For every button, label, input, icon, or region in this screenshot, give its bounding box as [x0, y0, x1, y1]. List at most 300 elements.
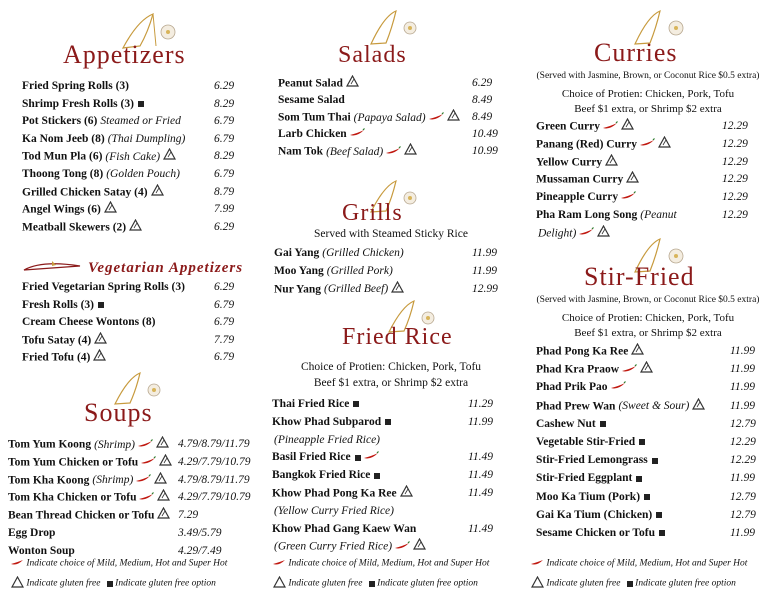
item-description: Delight) — [538, 227, 577, 240]
menu-item-name — [8, 507, 170, 525]
legend-gluten-free-option-text: Indicate gluten free option — [115, 578, 216, 589]
item-name-text: Phad Pong Ka Ree — [536, 345, 629, 358]
menu-item-price: 6.79 — [214, 115, 235, 128]
legend-spicy-text: Indicate choice of Mild, Medium, Hot and Super Hot — [546, 558, 748, 569]
menu-item-name — [22, 201, 117, 219]
menu-item-price: 6.79 — [214, 298, 235, 311]
menu-item — [266, 281, 516, 298]
menu-item-name — [22, 131, 185, 148]
chili-pepper-icon — [610, 379, 626, 396]
menu-item — [522, 379, 774, 396]
menu-item-name — [22, 96, 144, 113]
menu-item-price: 11.99 — [472, 247, 498, 259]
menu-item — [266, 467, 516, 484]
menu-item — [522, 136, 774, 153]
menu-item-name — [536, 136, 671, 154]
item-name-text: Nur Yang — [274, 283, 321, 296]
menu-item-price: 12.29 — [722, 173, 748, 186]
chili-pepper-icon — [138, 490, 154, 507]
item-name-text: Green Curry — [536, 120, 600, 133]
menu-item-price: 11.99 — [730, 527, 756, 539]
menu-item-price: 12.79 — [730, 508, 756, 521]
menu-item-name — [22, 166, 180, 183]
item-description: (Grilled Chicken) — [322, 247, 404, 259]
square-gf-option-icon — [385, 419, 391, 425]
appetizers-title: Appetizers — [63, 40, 186, 69]
menu-item-name — [536, 379, 626, 396]
legend-gluten-free-text: Indicate gluten free — [26, 578, 101, 589]
menu-item-name — [536, 525, 665, 542]
menu-item-price: 12.29 — [722, 191, 748, 204]
menu-item — [266, 143, 516, 160]
menu-item-name — [536, 189, 636, 206]
menu-item — [266, 449, 516, 466]
menu-item-name — [278, 143, 417, 161]
menu-item-price: 11.99 — [730, 363, 756, 376]
menu-item — [266, 485, 516, 502]
menu-item-name — [536, 171, 639, 189]
menu-item-price: 7.79 — [214, 333, 235, 346]
menu-item-price: 6.79 — [214, 168, 235, 180]
item-name-text: Tod Mun Pla (6) — [22, 151, 103, 164]
item-description: (Yellow Curry Fried Rice) — [274, 504, 394, 517]
legend-spicy — [528, 558, 747, 569]
menu-item — [0, 472, 250, 489]
item-name-text: Tom Yum Chicken or Tofu — [8, 456, 139, 469]
item-name-text: Tofu Satay (4) — [22, 334, 92, 347]
menu-item — [0, 349, 250, 366]
menu-item-price: 12.79 — [730, 490, 756, 503]
menu-item-name — [536, 343, 644, 361]
menu-item-price: 11.49 — [468, 451, 494, 464]
item-name-text: Nam Tok — [278, 145, 324, 158]
item-name-text: Pha Ram Long Song — [536, 209, 638, 221]
square-gf-option-icon — [652, 458, 658, 464]
menu-item — [522, 361, 774, 378]
item-name-text: Khow Phad Gang Kaew Wan — [272, 522, 417, 535]
stirfried-title: Stir-Fried — [584, 262, 695, 291]
item-name-text: Angel Wings (6) — [22, 203, 101, 216]
menu-item — [0, 113, 250, 130]
legend-gluten — [528, 576, 736, 591]
menu-item — [522, 416, 774, 433]
item-name-text: Wonton Soup — [8, 544, 75, 557]
friedrice-protein-note: Choice of Protien: Chicken, Pork, Tofu — [300, 361, 482, 373]
item-name-text: Tom Kha Koong — [8, 474, 90, 487]
menu-item — [266, 92, 516, 109]
menu-item-price: 8.29 — [214, 150, 235, 163]
menu-item-price: 6.29 — [214, 220, 235, 233]
menu-item — [0, 201, 250, 218]
menu-item-price: 8.79 — [214, 185, 235, 198]
triangle-gf-icon — [692, 398, 705, 416]
item-description: Steamed or Fried — [100, 115, 181, 128]
square-gf-option-icon — [355, 455, 361, 461]
square-gf-option-icon — [98, 302, 104, 308]
item-name-text: Sesame Salad — [278, 94, 345, 106]
item-name-text: Thai Fried Rice — [272, 398, 350, 410]
menu-item — [0, 507, 250, 524]
menu-item — [0, 184, 250, 201]
item-name-text: Som Tum Thai — [278, 111, 351, 124]
menu-item — [522, 189, 774, 206]
chili-pepper-icon — [620, 189, 636, 206]
triangle-gf-icon — [621, 118, 634, 136]
menu-item — [266, 263, 516, 280]
menu-item-name — [8, 436, 169, 454]
column-middle — [266, 0, 516, 602]
menu-item — [266, 75, 516, 92]
menu-item-price: 11.49 — [468, 522, 494, 535]
menu-item-name — [272, 521, 416, 538]
legend-gluten-free-text: Indicate gluten free — [288, 578, 363, 589]
item-description: (Papaya Salad) — [353, 111, 426, 124]
chili-pepper-icon — [135, 472, 151, 489]
item-name-text: Ka Nom Jeeb (8) — [22, 132, 105, 145]
legend-spicy-text: Indicate choice of Mild, Medium, Hot and Super Hot — [26, 558, 228, 569]
menu-item-price: 11.99 — [468, 415, 494, 428]
item-name-text: Moo Yang — [274, 264, 324, 277]
item-name-text: Basil Fried Rice — [272, 451, 351, 464]
menu-item — [0, 78, 250, 95]
menu-item — [0, 489, 250, 506]
menu-item-name — [22, 279, 185, 296]
salads-title: Salads — [338, 42, 407, 68]
legend-gluten — [8, 576, 216, 591]
square-gf-option-icon — [627, 581, 633, 587]
item-name-text: Phad Prik Pao — [536, 381, 608, 394]
menu-item-price: 8.49 — [472, 111, 493, 123]
item-name-text: Fresh Rolls (3) — [22, 298, 94, 311]
item-name-text: Cream Cheese Wontons (8) — [22, 316, 156, 329]
item-name-text: Meatball Skewers (2) — [22, 221, 127, 234]
menu-item-price: 11.29 — [468, 398, 494, 410]
menu-item-name — [22, 148, 176, 166]
menu-item — [266, 432, 516, 449]
menu-item — [522, 398, 774, 415]
menu-item-name — [536, 507, 662, 524]
legend-gluten-free-option-text: Indicate gluten free option — [635, 578, 736, 589]
menu-item — [522, 118, 774, 135]
menu-item-name — [274, 263, 393, 280]
menu-item-price: 12.99 — [472, 282, 498, 295]
menu-item-name — [272, 414, 391, 431]
menu-item — [522, 452, 774, 469]
item-name-text: Fried Vegetarian Spring Rolls (3) — [22, 281, 185, 293]
triangle-gf-icon — [631, 343, 644, 361]
menu-item — [522, 207, 774, 224]
item-description: (Beef Salad) — [326, 145, 384, 158]
menu-item — [0, 279, 250, 296]
item-description: (Peanut — [640, 209, 677, 221]
triangle-gf-icon — [151, 184, 164, 202]
menu-item-name — [272, 467, 380, 484]
menu-item — [266, 503, 516, 520]
item-name-text: Mussaman Curry — [536, 174, 624, 187]
chili-pepper-icon — [10, 558, 24, 569]
menu-item — [0, 314, 250, 331]
item-name-text: Grilled Chicken Satay (4) — [22, 186, 148, 199]
item-description: (Shrimp) — [94, 438, 135, 451]
item-description: (Sweet & Sour) — [618, 400, 690, 413]
menu-item-price: 11.99 — [472, 264, 498, 277]
grills-title: Grills — [342, 200, 403, 226]
item-name-text: Tom Yum Koong — [8, 438, 92, 451]
menu-item-name — [536, 489, 650, 506]
triangle-gf-icon — [640, 361, 653, 379]
chili-pepper-icon — [272, 558, 286, 569]
square-gf-option-icon — [138, 101, 144, 107]
item-name-text: Stir-Fried Eggplant — [536, 472, 633, 485]
menu-item — [0, 332, 250, 349]
menu-item-name — [536, 398, 705, 416]
menu-item-price: 4.29/7.79/10.79 — [178, 455, 251, 468]
menu-item-price: 4.29/7.49 — [178, 544, 222, 557]
menu-item — [0, 219, 250, 236]
menu-item-name — [536, 207, 677, 224]
legend-gluten-free-option-text: Indicate gluten free option — [377, 578, 478, 589]
menu-item — [522, 171, 774, 188]
item-description: (Golden Pouch) — [106, 168, 180, 180]
friedrice-title: Fried Rice — [342, 324, 453, 350]
chili-pepper-icon — [137, 437, 153, 454]
menu-item-price: 12.29 — [722, 155, 748, 168]
menu-item-price: 11.99 — [730, 381, 756, 394]
chili-pepper-icon — [530, 558, 544, 569]
triangle-gf-icon — [400, 485, 413, 503]
menu-item-price: 12.29 — [722, 137, 748, 150]
menu-item — [266, 126, 516, 143]
menu-item-price: 10.49 — [472, 128, 498, 140]
menu-item-name — [8, 525, 55, 542]
menu-item-name — [274, 538, 426, 556]
menu-item-price: 7.29 — [178, 509, 199, 522]
triangle-gf-icon — [11, 576, 24, 591]
menu-item-name — [536, 416, 606, 433]
chili-pepper-icon — [428, 110, 444, 127]
triangle-gf-icon — [658, 136, 671, 154]
menu-item-name — [278, 126, 365, 143]
chili-pepper-icon — [578, 225, 594, 242]
triangle-gf-icon — [159, 454, 172, 472]
chili-pepper-icon — [140, 454, 156, 471]
menu-item-price: 12.29 — [730, 436, 756, 448]
menu-item — [0, 436, 250, 453]
soups-title: Soups — [84, 398, 153, 427]
menu-item-name — [536, 452, 658, 469]
triangle-gf-icon — [129, 219, 142, 237]
menu-item — [266, 414, 516, 431]
curries-protein-note: Choice of Protien: Chicken, Pork, Tofu — [561, 88, 735, 100]
stirfried-served-note: (Served with Jasmine, Brown, or Coconut Rice $0.5 extra) — [536, 295, 760, 305]
menu-item — [266, 245, 516, 262]
triangle-gf-icon — [273, 576, 286, 591]
menu-item-name — [536, 154, 618, 172]
triangle-gf-icon — [163, 148, 176, 166]
menu-item-name — [274, 432, 380, 449]
menu-item-price: 4.29/7.79/10.79 — [178, 491, 251, 504]
menu-item-name — [22, 78, 129, 95]
triangle-gf-icon — [156, 436, 169, 454]
menu-item — [0, 297, 250, 314]
curries-title: Curries — [594, 38, 678, 67]
item-name-text: Gai Ka Tium (Chicken) — [536, 508, 653, 521]
item-description: (Green Curry Fried Rice) — [274, 541, 393, 554]
menu-item-price: 12.29 — [722, 209, 748, 221]
menu-item-name — [274, 245, 404, 262]
square-gf-option-icon — [353, 401, 359, 407]
menu-item-price: 6.79 — [214, 132, 235, 145]
square-gf-option-icon — [639, 439, 645, 445]
legend-spicy — [270, 558, 489, 569]
menu-item-price: 11.99 — [730, 345, 756, 357]
chili-pepper-icon — [385, 144, 401, 161]
leaf-ornament-icon — [22, 258, 82, 281]
menu-item-price: 8.49 — [472, 94, 493, 106]
square-gf-option-icon — [374, 473, 380, 479]
chili-pepper-icon — [602, 119, 618, 136]
menu-item-price: 6.29 — [214, 80, 235, 92]
friedrice-extra-note: Beef $1 extra, or Shrimp $2 extra — [313, 377, 469, 389]
item-name-text: Pineapple Curry — [536, 191, 619, 204]
menu-item — [0, 525, 250, 542]
menu-item-name — [22, 349, 106, 367]
menu-item-name — [8, 472, 167, 490]
menu-item — [522, 154, 774, 171]
item-name-text: Yellow Curry — [536, 156, 603, 169]
square-gf-option-icon — [656, 512, 662, 518]
item-name-text: Stir-Fried Lemongrass — [536, 454, 648, 467]
square-gf-option-icon — [659, 530, 665, 536]
square-gf-option-icon — [600, 421, 606, 427]
item-name-text: Panang (Red) Curry — [536, 138, 637, 151]
item-name-text: Shrimp Fresh Rolls (3) — [22, 97, 134, 110]
menu-item — [522, 470, 774, 487]
menu-item-price: 11.99 — [730, 399, 756, 412]
menu-item — [522, 343, 774, 360]
item-description: (Grilled Beef) — [323, 283, 389, 296]
item-description: (Grilled Pork) — [326, 264, 393, 277]
menu-item — [0, 148, 250, 165]
menu-item-name — [536, 118, 634, 136]
item-description: (Pineapple Fried Rice) — [274, 433, 381, 446]
item-name-text: Egg Drop — [8, 527, 56, 539]
menu-item-price: 11.49 — [468, 487, 494, 499]
menu-item — [0, 454, 250, 471]
menu-item-name — [538, 225, 610, 243]
menu-item-name — [272, 396, 359, 413]
menu-item-price: 4.79/8.79/11.79 — [178, 473, 250, 486]
menu-item-name — [274, 503, 394, 520]
item-name-text: Sesame Chicken or Tofu — [536, 527, 655, 539]
triangle-gf-icon — [346, 75, 359, 93]
chili-pepper-icon — [363, 449, 379, 466]
square-gf-option-icon — [369, 581, 375, 587]
triangle-gf-icon — [605, 154, 618, 172]
item-name-text: Larb Chicken — [278, 128, 347, 141]
menu-item-name — [8, 489, 170, 507]
item-description: (Fish Cake) — [105, 151, 161, 164]
item-name-text: Bean Thread Chicken or Tofu — [8, 509, 155, 522]
item-name-text: Khow Phad Subparod — [272, 415, 382, 428]
square-gf-option-icon — [636, 476, 642, 482]
menu-item-price: 8.29 — [214, 97, 235, 110]
menu-item — [266, 109, 516, 126]
menu-item-price: 3.49/5.79 — [178, 527, 222, 539]
item-name-text: Bangkok Fried Rice — [272, 469, 371, 482]
menu-item-name — [272, 449, 379, 466]
column-right — [522, 0, 774, 602]
menu-item-name — [536, 470, 642, 487]
triangle-gf-icon — [104, 201, 117, 219]
item-name-text: Phad Prew Wan — [536, 400, 616, 413]
triangle-gf-icon — [391, 281, 404, 299]
legend-gluten-free-text: Indicate gluten free — [546, 578, 621, 589]
menu-item-price: 12.79 — [730, 417, 756, 430]
triangle-gf-icon — [157, 507, 170, 525]
stirfried-extra-note: Beef $1 extra, or Shrimp $2 extra — [574, 327, 722, 339]
menu-item-name — [274, 281, 404, 299]
item-name-text: Cashew Nut — [536, 417, 596, 430]
menu-item-name — [8, 454, 172, 472]
item-name-text: Fried Spring Rolls (3) — [22, 80, 130, 92]
menu-item-price: 6.29 — [472, 77, 493, 89]
triangle-gf-icon — [154, 472, 167, 490]
menu-item-price: 12.29 — [730, 454, 756, 467]
menu-item-name — [272, 485, 413, 503]
menu-item-price: 4.79/8.79/11.79 — [178, 438, 250, 450]
item-name-text: Vegetable Stir-Fried — [536, 436, 636, 448]
chili-pepper-icon — [394, 539, 410, 556]
legend-gluten — [270, 576, 478, 591]
curries-served-note: (Served with Jasmine, Brown, or Coconut Rice $0.5 extra) — [536, 71, 760, 81]
stirfried-protein-note: Choice of Protien: Chicken, Pork, Tofu — [561, 312, 735, 324]
menu-item — [522, 489, 774, 506]
item-name-text: Khow Phad Pong Ka Ree — [272, 487, 397, 500]
triangle-gf-icon — [157, 489, 170, 507]
menu-item-name — [278, 109, 460, 127]
menu-item-price: 11.99 — [730, 472, 756, 485]
chili-pepper-icon — [621, 362, 637, 379]
menu-item — [522, 507, 774, 524]
menu-item-name — [22, 219, 142, 237]
menu-item-price: 6.79 — [214, 316, 235, 329]
menu-item-name — [22, 314, 155, 331]
triangle-gf-icon — [626, 171, 639, 189]
menu-item — [522, 434, 774, 451]
menu-item — [266, 521, 516, 538]
grills-subtitle: Served with Steamed Sticky Rice — [314, 228, 468, 240]
menu-item — [266, 396, 516, 413]
menu-item-name — [536, 361, 653, 379]
legend-spicy-text: Indicate choice of Mild, Medium, Hot and Super Hot — [288, 558, 490, 569]
triangle-gf-icon — [404, 143, 417, 161]
triangle-gf-icon — [447, 109, 460, 127]
square-gf-option-icon — [644, 494, 650, 500]
vegetarian-title: Vegetarian Appetizers — [88, 260, 244, 276]
menu-item-name — [22, 332, 107, 350]
item-name-text: Tom Kha Chicken or Tofu — [8, 492, 137, 505]
menu-item — [266, 538, 516, 555]
menu-item — [0, 96, 250, 113]
triangle-gf-icon — [93, 349, 106, 367]
menu-item-name — [22, 113, 181, 130]
menu-item-price: 6.79 — [214, 351, 235, 364]
chili-pepper-icon — [349, 126, 365, 143]
curries-extra-note: Beef $1 extra, or Shrimp $2 extra — [574, 103, 722, 115]
item-description: (Thai Dumpling) — [107, 132, 186, 145]
triangle-gf-icon — [94, 332, 107, 350]
